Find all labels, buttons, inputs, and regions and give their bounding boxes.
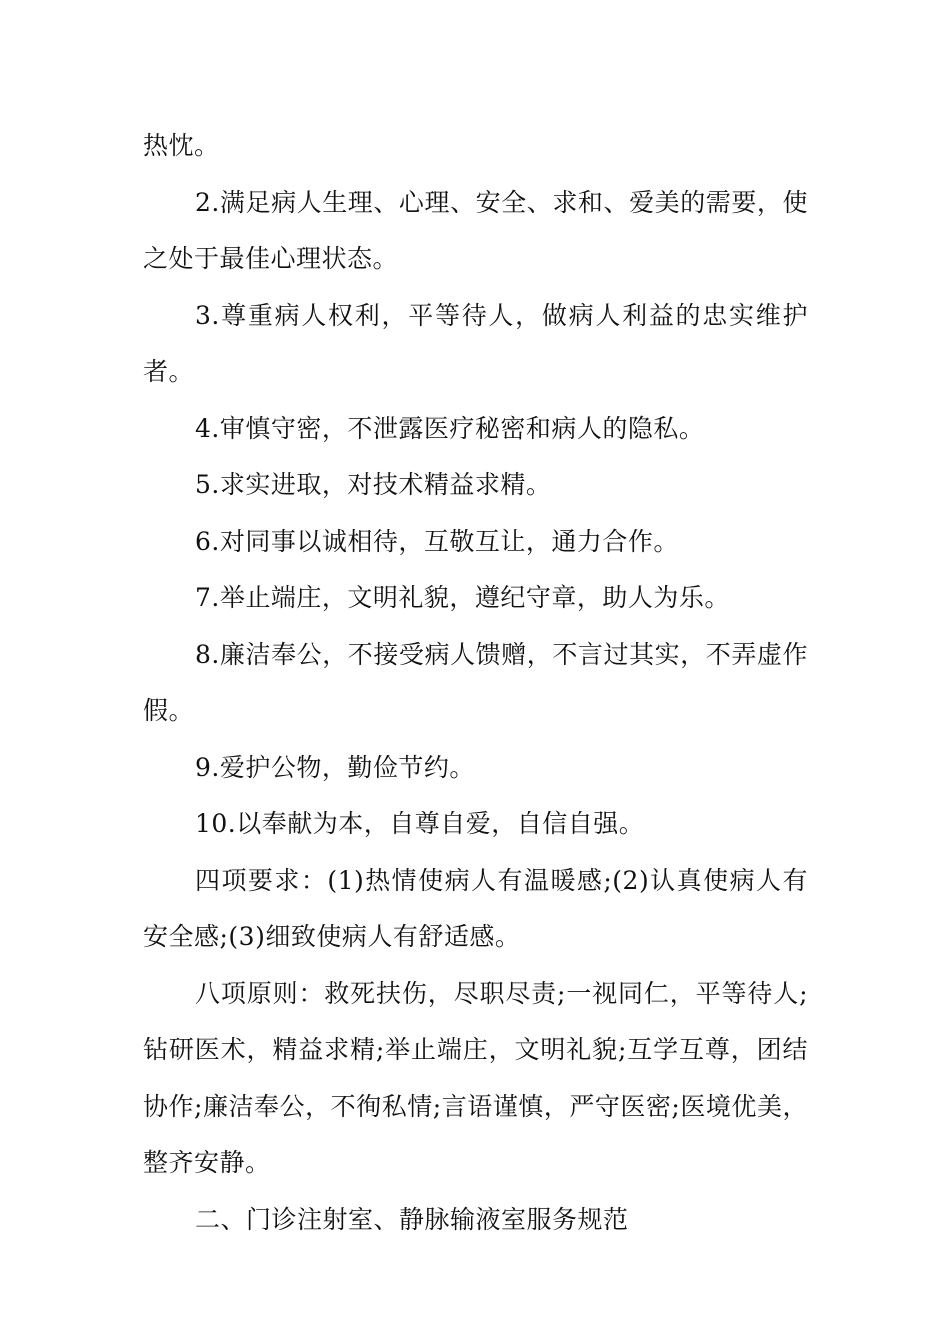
paragraph-item-4: 4.审慎守密，不泄露医疗秘密和病人的隐私。 (195, 413, 705, 443)
paragraph-eight-principles: 八项原则：救死扶伤，尽职尽责;一视同仁，平等待人;钻研医术，精益求精;举止端庄，文明礼貌;互学互尊，团结协作;廉洁奉公，不徇私情;言语谨慎，严守医密;医境优美，整齐安静。 (143, 978, 808, 1177)
paragraph-continuation: 热忱。 (143, 131, 220, 160)
document-page (143, 118, 808, 1248)
paragraph-item-8: 8.廉洁奉公，不接受病人馈赠，不言过其实，不弄虚作假。 (143, 639, 808, 725)
paragraph-item-5: 5.求实进取，对技术精益求精。 (195, 470, 552, 499)
paragraph-item-3: 3.尊重病人权利，平等待人，做病人利益的忠实维护者。 (143, 300, 808, 386)
paragraph-item-6: 6.对同事以诚相待，互敬互让，通力合作。 (195, 526, 679, 556)
paragraph-four-requirements: 四项要求：(1)热情使病人有温暖感;(2)认真使病人有安全感;(3)细致使病人有舒适感。 (143, 865, 808, 951)
section-heading: 二、门诊注射室、静脉输液室服务规范 (195, 1204, 629, 1234)
paragraph-item-7: 7.举止端庄，文明礼貌，遵纪守章，助人为乐。 (195, 583, 730, 612)
paragraph-item-2: 2.满足病人生理、心理、安全、求和、爱美的需要，使之处于最佳心理状态。 (143, 187, 808, 273)
paragraph-item-10: 10.以奉献为本，自尊自爱，自信自强。 (195, 809, 645, 838)
paragraph-item-9: 9.爱护公物，勤俭节约。 (195, 752, 475, 782)
